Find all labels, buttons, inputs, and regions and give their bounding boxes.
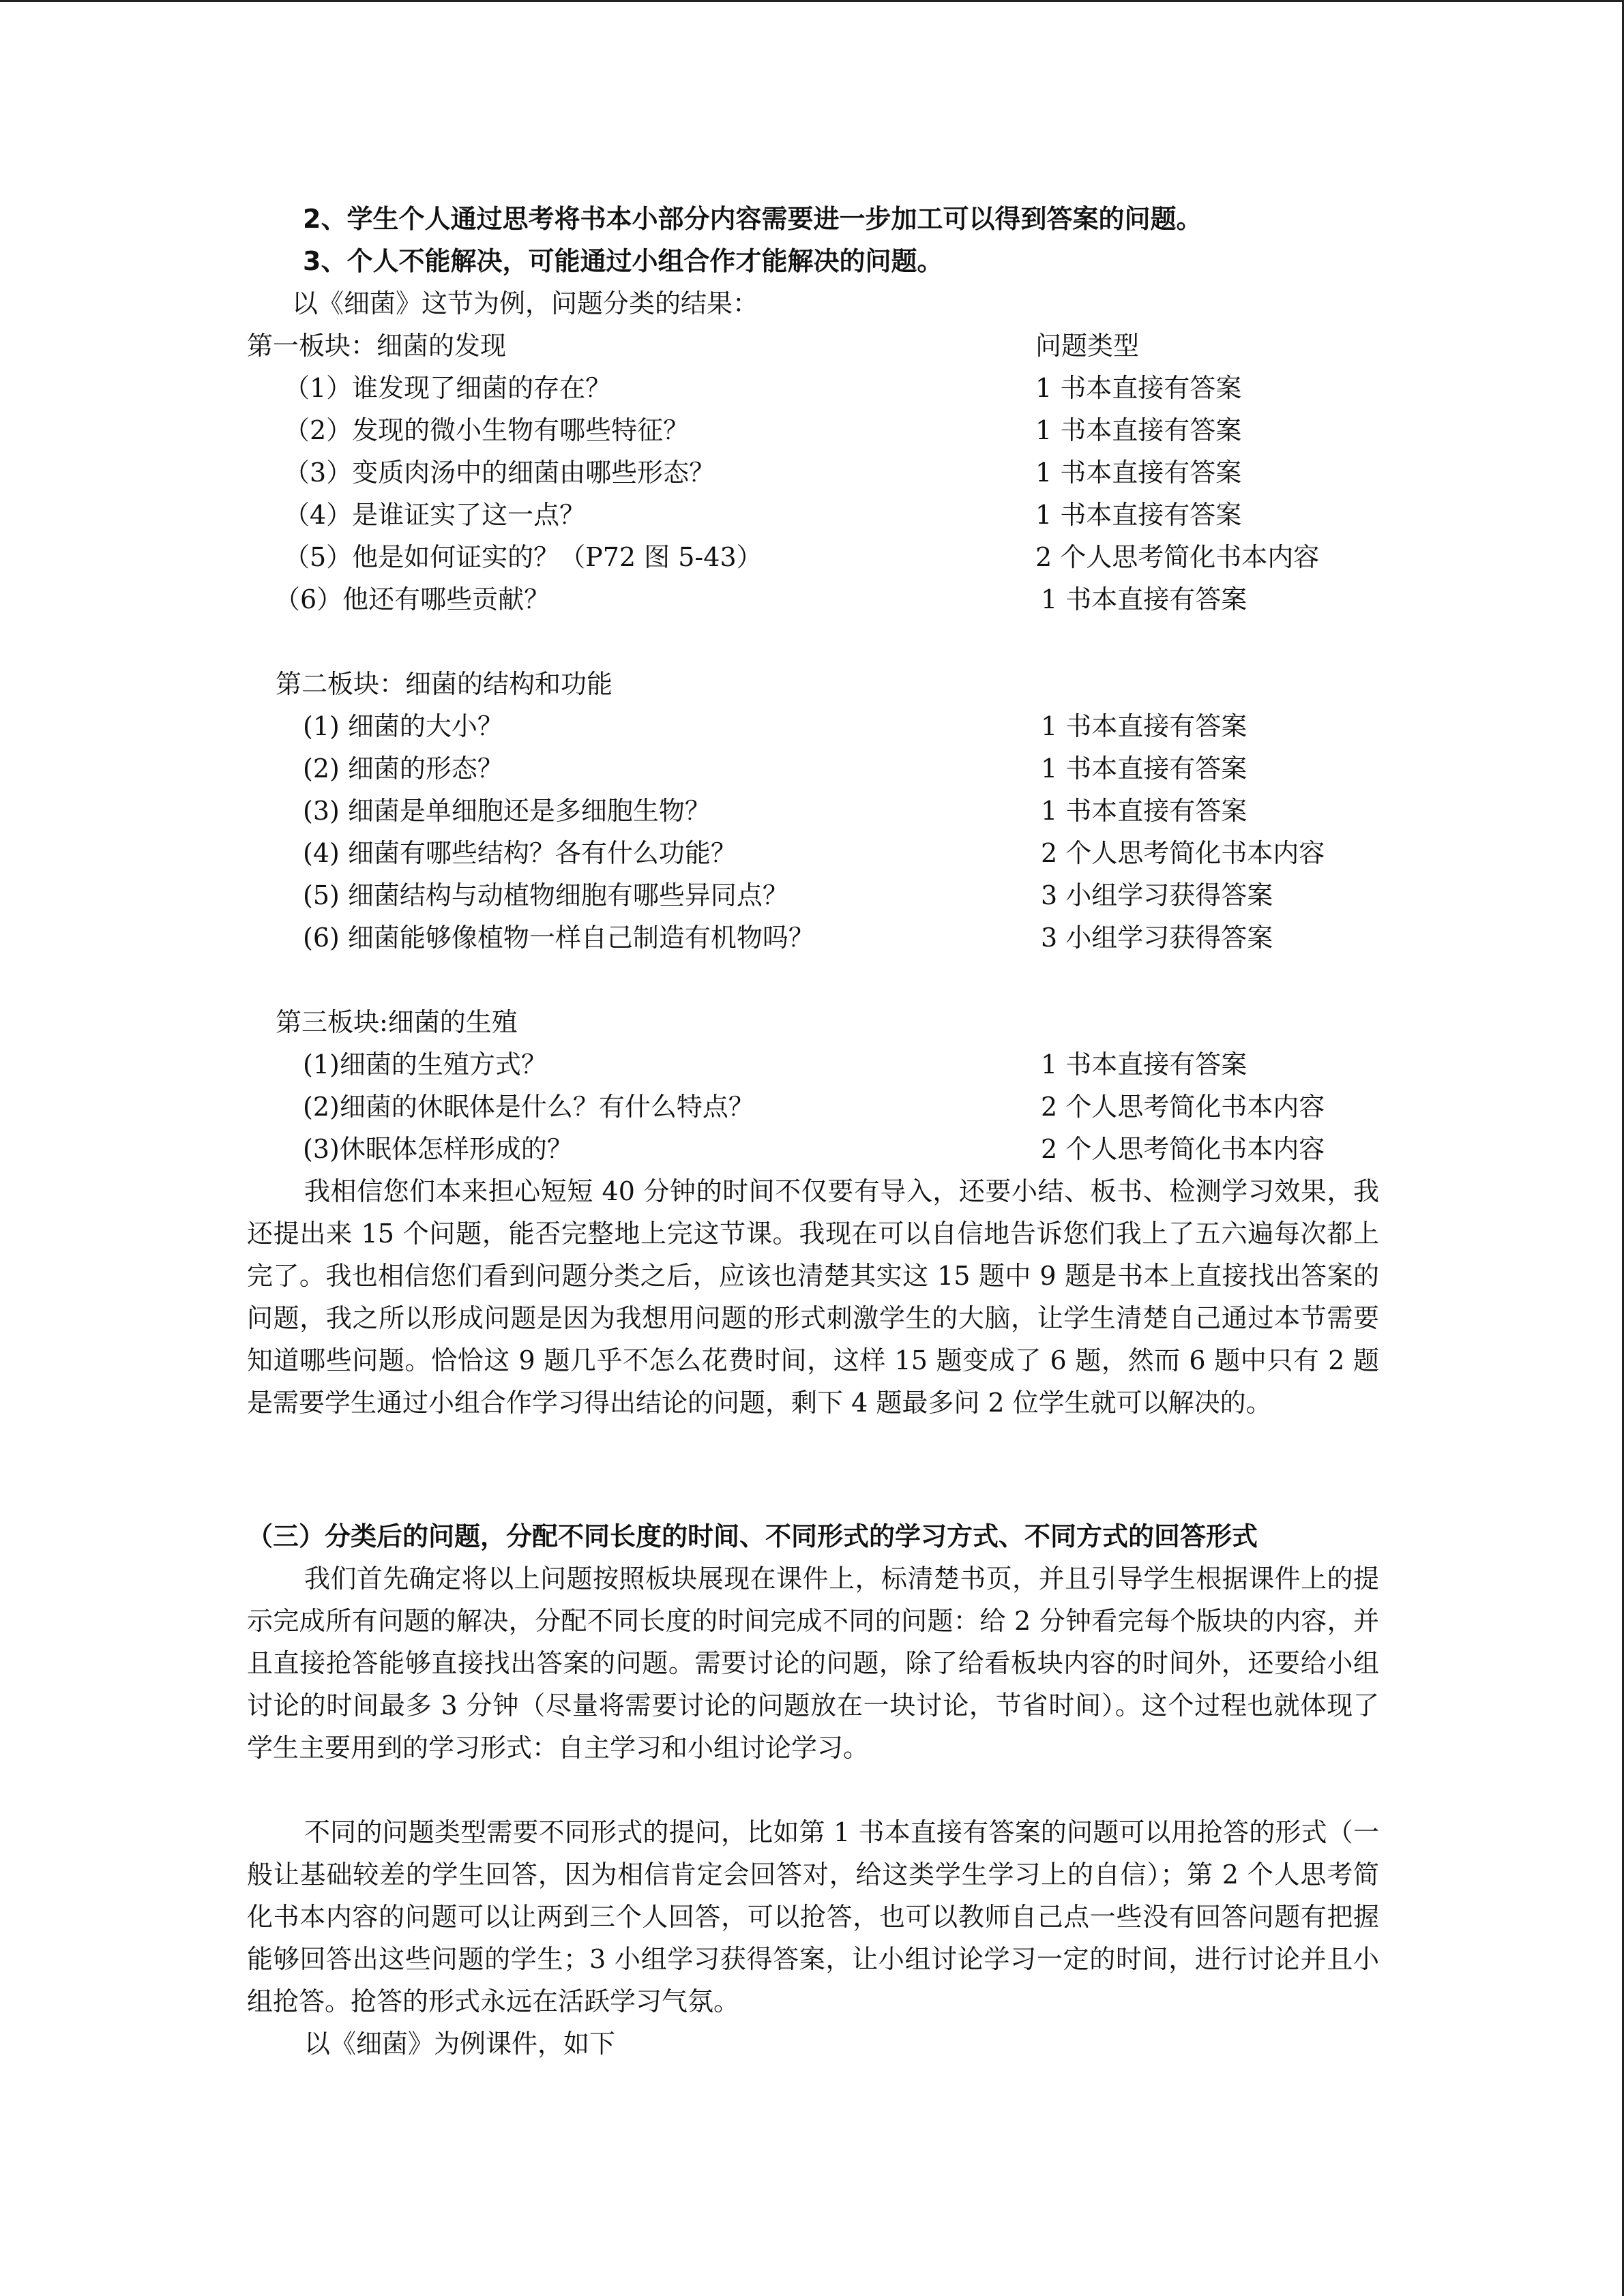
intro-item-2: 2、学生个人通过思考将书本小部分内容需要进一步加工可以得到答案的问题。	[303, 204, 1202, 234]
closing-line: 以《细菌》为例课件，如下	[304, 2029, 616, 2059]
section2-question-5: (5) 细菌结构与动植物细胞有哪些异同点？	[303, 880, 788, 910]
paragraph-time-concern: 我相信您们本来担心短短 40 分钟的时间不仅要有导入，还要小结、板书、检测学习效果，我还提出来 15 个问题，能否完整地上完这节课。我现在可以自信地告诉您们我上了五六遍每次都上完了。我也相信您们看到问题分类之后，应该也清楚其实这 15 题中 9 题是书本上直接找出答案的问题，我之所以形成问题是因为我想用问题的形式刺激学生的大脑，让学生清楚自己通过本节需要知道哪些问题。恰恰这 9 题几乎不怎么花费时间，这样 15 题变成了 6 题，然而 6 题中只有 2 题是需要学生通过小组合作学习得出结论的问题，剩下 4 题最多问 2 位学生就可以解决的。	[247, 1176, 1379, 1418]
section2-question-1-type: 1 书本直接有答案	[1041, 711, 1247, 741]
type-column-header: 问题类型	[1035, 331, 1140, 361]
section2-title: 第二板块：细菌的结构和功能	[276, 669, 613, 699]
section2-question-6: (6) 细菌能够像植物一样自己制造有机物吗？	[303, 923, 814, 953]
section3-question-1-type: 1 书本直接有答案	[1041, 1049, 1247, 1079]
section1-question-3: （3）变质肉汤中的细菌由哪些形态？	[284, 458, 715, 488]
section1-question-6: （6）他还有哪些贡献？	[274, 584, 550, 614]
section2-question-2: (2) 细菌的形态？	[303, 754, 503, 784]
intro-item-3: 3、个人不能解决，可能通过小组合作才能解决的问题。	[303, 246, 943, 276]
intro-example: 以《细菌》这节为例，问题分类的结果：	[292, 288, 759, 318]
section3-question-2: (2)细菌的休眠体是什么？有什么特点？	[303, 1092, 754, 1122]
section1-question-3-type: 1 书本直接有答案	[1035, 458, 1242, 488]
section2-question-4: (4) 细菌有哪些结构？各有什么功能？	[303, 838, 737, 868]
section1-question-1: （1）谁发现了细菌的存在？	[284, 373, 612, 403]
section3-question-1: (1)细菌的生殖方式？	[303, 1049, 547, 1079]
section2-question-2-type: 1 书本直接有答案	[1041, 754, 1247, 784]
section1-question-6-type: 1 书本直接有答案	[1041, 584, 1247, 614]
section1-question-2: （2）发现的微小生物有哪些特征？	[284, 415, 690, 445]
section2-question-1: (1) 细菌的大小？	[303, 711, 503, 741]
section3-title: 第三板块:细菌的生殖	[276, 1007, 518, 1037]
section1-question-5-type: 2 个人思考简化书本内容	[1035, 542, 1320, 572]
section3-question-2-type: 2 个人思考简化书本内容	[1041, 1092, 1325, 1122]
page-top-border	[0, 0, 1624, 2]
section2-question-3: (3) 细菌是单细胞还是多细胞生物？	[303, 796, 711, 826]
section1-title: 第一板块：细菌的发现	[247, 331, 507, 361]
section2-question-5-type: 3 小组学习获得答案	[1041, 880, 1273, 910]
heading-section-three: （三）分类后的问题，分配不同长度的时间、不同形式的学习方式、不同方式的回答形式	[247, 1521, 1258, 1551]
section3-question-3: (3)休眠体怎样形成的？	[303, 1134, 573, 1164]
paragraph-question-forms: 不同的问题类型需要不同形式的提问，比如第 1 书本直接有答案的问题可以用抢答的形式（一般让基础较差的学生回答，因为相信肯定会回答对，给这类学生学习上的自信）；第 2 个人思考简化书本内容的问题可以让两到三个人回答，可以抢答，也可以教师自己点一些没有回答问题有把握能够回答出这些问题的学生；3 小组学习获得答案，让小组讨论学习一定的时间，进行讨论并且小组抢答。抢答的形式永远在活跃学习气氛。	[247, 1817, 1379, 2016]
section1-question-5: （5）他是如何证实的？（P72 图 5-43）	[284, 542, 763, 572]
section1-question-2-type: 1 书本直接有答案	[1035, 415, 1242, 445]
section3-question-3-type: 2 个人思考简化书本内容	[1041, 1134, 1325, 1164]
section1-question-1-type: 1 书本直接有答案	[1035, 373, 1242, 403]
paragraph-time-allocation: 我们首先确定将以上问题按照板块展现在课件上，标清楚书页，并且引导学生根据课件上的提示完成所有问题的解决，分配不同长度的时间完成不同的问题：给 2 分钟看完每个版块的内容，并且直接抢答能够直接找出答案的问题。需要讨论的问题，除了给看板块内容的时间外，还要给小组讨论的时间最多 3 分钟（尽量将需要讨论的问题放在一块讨论，节省时间）。这个过程也就体现了学生主要用到的学习形式：自主学习和小组讨论学习。	[247, 1564, 1379, 1763]
section2-question-6-type: 3 小组学习获得答案	[1041, 923, 1273, 953]
section2-question-4-type: 2 个人思考简化书本内容	[1041, 838, 1325, 868]
section2-question-3-type: 1 书本直接有答案	[1041, 796, 1247, 826]
section1-question-4: （4）是谁证实了这一点？	[284, 500, 586, 530]
section1-question-4-type: 1 书本直接有答案	[1035, 500, 1242, 530]
